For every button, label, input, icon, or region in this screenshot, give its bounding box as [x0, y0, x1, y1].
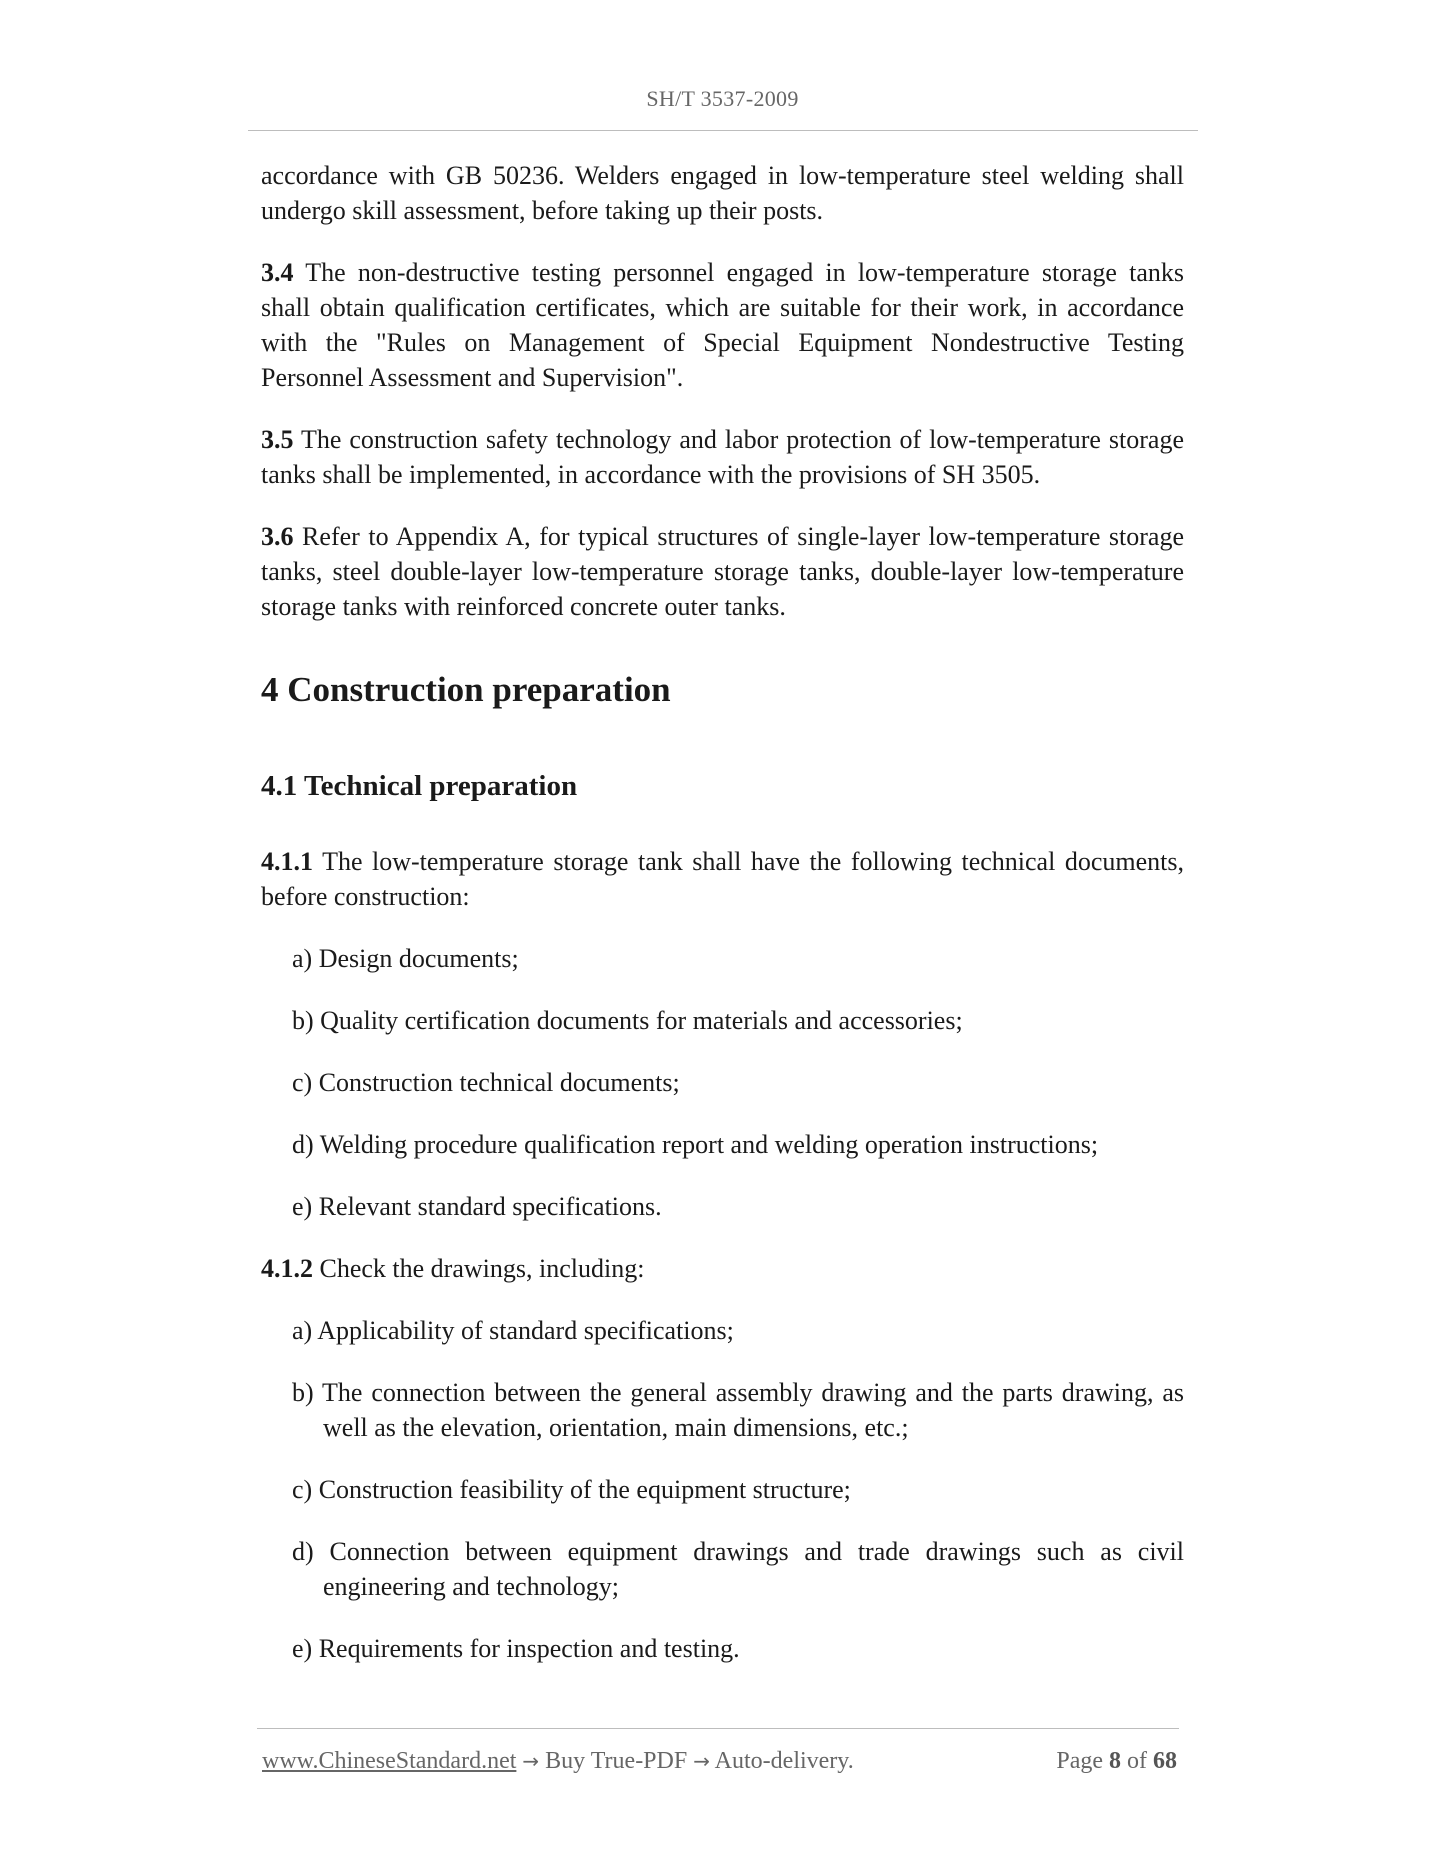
clause-text: The non-destructive testing personnel engaged in low-temperature storage tanks shall obtain qualification certificates, which are suitable for their work, in accordance with the "Rules on Management of Special Equipment Nondestructive Testing Personnel Assessment and Supervision".: [261, 258, 1184, 392]
clause-number: 4.1.1: [261, 847, 313, 876]
footer-promo: [262, 1748, 854, 1775]
list-item: b) Quality certification documents for materials and accessories;: [292, 1006, 963, 1035]
header-divider: [248, 130, 1198, 131]
buy-true-pdf-text: Buy True-PDF: [545, 1748, 688, 1774]
clause-text: Refer to Appendix A, for typical structures of single-layer low-temperature storage tanks, steel double-layer low-temperature storage tanks, double-layer low-temperature storage tanks with reinforced concrete outer tanks.: [261, 522, 1184, 621]
clause-number: 3.6: [261, 522, 294, 551]
arrow-right-icon: →: [522, 1749, 540, 1773]
site-link[interactable]: www.ChineseStandard.net: [262, 1748, 517, 1774]
list-item: a) Design documents;: [292, 944, 519, 973]
page-total: 68: [1153, 1748, 1177, 1774]
list-4-1-2: [261, 1313, 1184, 1666]
page-content: [261, 158, 1184, 1693]
header-doc-code: SH/T 3537-2009: [646, 86, 799, 111]
page-number: 8: [1109, 1748, 1121, 1774]
clause-number: 4.1.2: [261, 1254, 313, 1283]
clause-text: The construction safety technology and labor protection of low-temperature storage tanks shall be implemented, in accordance with the provisions of SH 3505.: [261, 425, 1184, 489]
clause-number: 3.4: [261, 258, 294, 287]
clause-text: Check the drawings, including:: [313, 1254, 645, 1283]
subsection-heading-4-1: 4.1 Technical preparation: [261, 770, 578, 802]
clause-3-5: [261, 422, 1184, 492]
clause-4-1-1: [261, 844, 1184, 914]
paragraph-continuation: accordance with GB 50236. Welders engaged in low-temperature steel welding shall undergo skill assessment, before taking up their posts.: [261, 161, 1184, 225]
section-heading-4: 4 Construction preparation: [261, 670, 671, 709]
clause-text: The low-temperature storage tank shall have the following technical documents, before construction:: [261, 847, 1184, 911]
list-item: d) Connection between equipment drawings and trade drawings such as civil engineering and technology;: [292, 1537, 1184, 1601]
list-item: d) Welding procedure qualification report and welding operation instructions;: [292, 1130, 1099, 1159]
of-label: of: [1127, 1748, 1147, 1774]
list-item: e) Relevant standard specifications.: [292, 1192, 662, 1221]
clause-3-4: [261, 255, 1184, 395]
page-indicator: [1056, 1748, 1177, 1775]
list-4-1-1: [261, 941, 1184, 1224]
list-item: a) Applicability of standard specifications;: [292, 1316, 734, 1345]
clause-3-6: [261, 519, 1184, 624]
clause-4-1-2: [261, 1251, 1184, 1286]
list-item: e) Requirements for inspection and testing.: [292, 1634, 740, 1663]
list-item: c) Construction technical documents;: [292, 1068, 680, 1097]
auto-delivery-text: Auto-delivery.: [714, 1748, 854, 1774]
page-label: Page: [1056, 1748, 1103, 1774]
list-item: b) The connection between the general assembly drawing and the parts drawing, as well as the elevation, orientation, main dimensions, etc.;: [292, 1378, 1184, 1442]
list-item: c) Construction feasibility of the equipment structure;: [292, 1475, 851, 1504]
arrow-right-icon: →: [693, 1749, 710, 1773]
clause-number: 3.5: [261, 425, 294, 454]
footer-divider: [257, 1728, 1179, 1729]
